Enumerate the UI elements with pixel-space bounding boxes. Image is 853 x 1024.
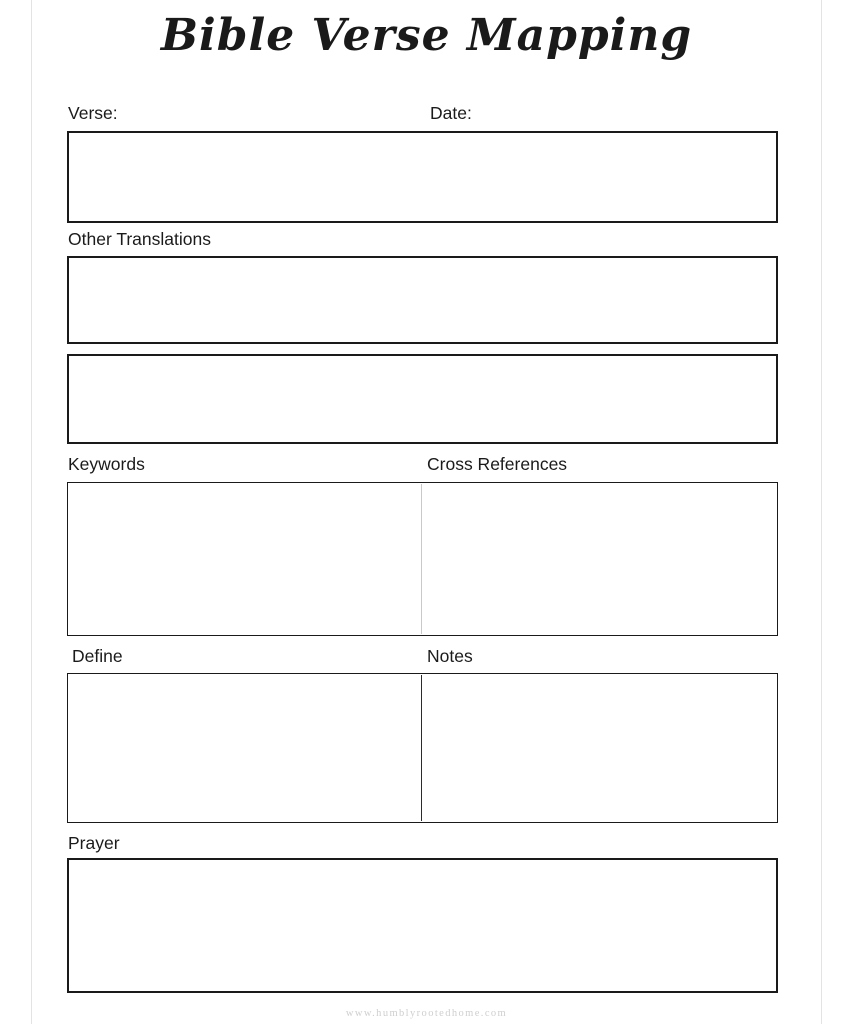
prayer-input[interactable]	[67, 858, 778, 993]
other-translations-label: Other Translations	[68, 229, 211, 249]
footer-watermark: www.humblyrootedhome.com	[345, 1008, 508, 1019]
define-notes-divider	[421, 675, 422, 821]
cross-references-label: Cross References	[427, 454, 568, 474]
page-title: Bible Verse Mapping	[160, 10, 693, 61]
verse-label: Verse:	[68, 103, 118, 123]
worksheet-sheet	[32, 0, 821, 1024]
keywords-cross-references-divider	[421, 484, 422, 634]
other-translations-input-2[interactable]	[67, 354, 778, 444]
cross-references-input[interactable]	[424, 484, 776, 634]
keywords-input[interactable]	[69, 484, 419, 634]
keywords-label: Keywords	[68, 454, 145, 474]
other-translations-input-1[interactable]	[67, 256, 778, 344]
date-label: Date:	[430, 103, 472, 123]
define-input[interactable]	[69, 675, 419, 821]
define-label: Define	[72, 646, 123, 666]
notes-label: Notes	[427, 646, 473, 666]
notes-input[interactable]	[424, 675, 776, 821]
page-edge-right-rule	[821, 0, 822, 1024]
verse-input[interactable]	[67, 131, 778, 223]
prayer-label: Prayer	[68, 833, 120, 853]
